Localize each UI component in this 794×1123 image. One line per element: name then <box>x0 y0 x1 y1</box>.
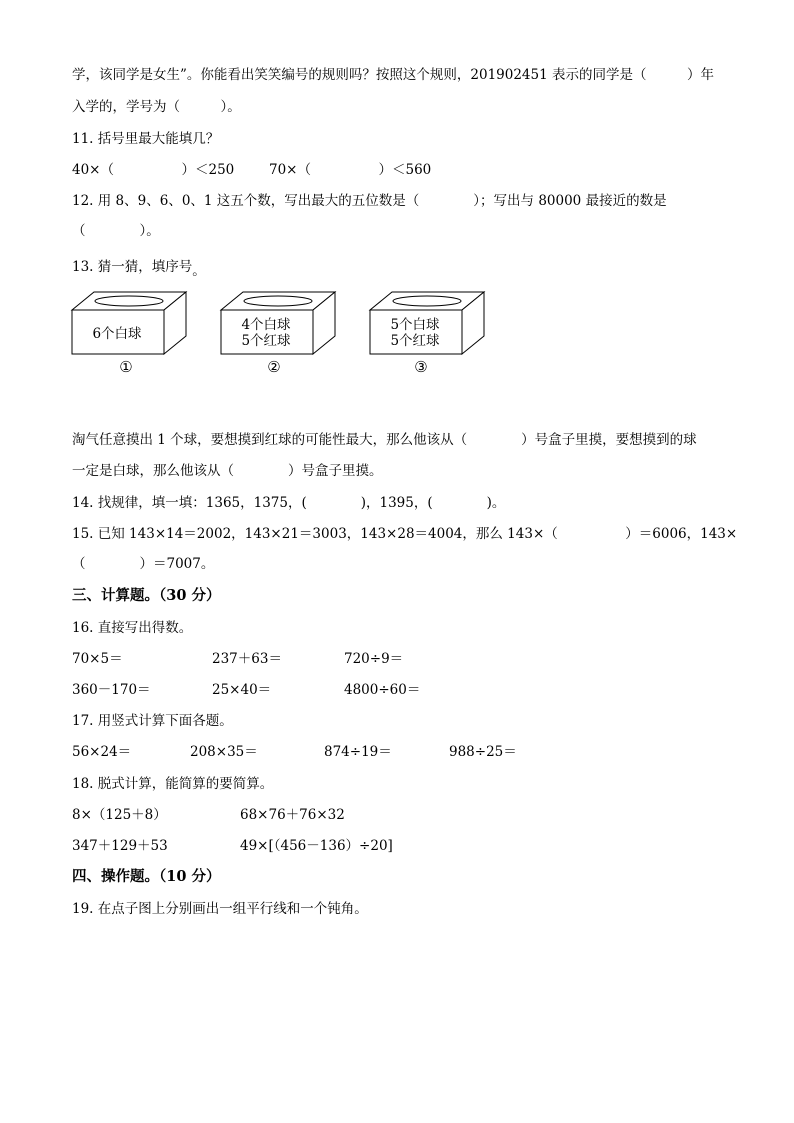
q14-text: 14. 找规律，填一填：1365，1375，( )，1395，( )。 <box>72 495 506 511</box>
q13-title-text: 13. 猜一猜，填序号 <box>72 259 193 275</box>
box-2-number: ② <box>267 358 281 376</box>
box-1-line1: 6个白球 <box>92 326 142 342</box>
q15-line1: 15. 已知 143×14＝2002，143×21＝3003，143×28＝4004，那么 143×（ ）＝6006，143× <box>72 526 738 542</box>
box-3-line2: 5个红球 <box>390 333 440 349</box>
q18-r1-b: 68×76＋76×32 <box>240 807 345 823</box>
q18-r2-a: 347＋129＋53 <box>72 838 168 854</box>
q16-r2-b: 25×40＝ <box>212 682 272 698</box>
q17-b: 208×35＝ <box>190 744 258 760</box>
q16-r2-c: 4800÷60＝ <box>344 682 421 698</box>
q11-b: 70×（ ）＜560 <box>269 162 432 178</box>
q16-r1-c: 720÷9＝ <box>344 651 404 667</box>
section-3-title: 三、计算题。（30 分） <box>72 587 221 604</box>
q18-r2-b: 49×[（456－136）÷20] <box>240 838 393 854</box>
q10-line1: 学，该同学是女生”。你能看出笑笑编号的规则吗？按照这个规则，201902451 表示的同学是（ ）年 <box>72 67 714 83</box>
q19-title: 19. 在点子图上分别画出一组平行线和一个钝角。 <box>72 901 368 917</box>
q13-title <box>72 258 206 279</box>
q16-title: 16. 直接写出得数。 <box>72 620 193 636</box>
q16-r1-b: 237＋63＝ <box>212 651 282 667</box>
box-3-line1: 5个白球 <box>390 317 440 333</box>
section-4-title: 四、操作题。（10 分） <box>72 868 221 885</box>
q13-title-tail: 。 <box>192 263 206 279</box>
box-1 <box>72 292 186 354</box>
q18-r1-a: 8×（125＋8） <box>72 807 167 823</box>
q17-title: 17. 用竖式计算下面各题。 <box>72 713 233 729</box>
q13-line1: 淘气任意摸出 1 个球，要想摸到红球的可能性最大，那么他该从（ ）号盒子里摸，要想摸到的球 <box>72 432 697 448</box>
box-2-label <box>221 317 311 349</box>
box-2-line2: 5个红球 <box>241 333 291 349</box>
q16-r2-a: 360－170＝ <box>72 682 151 698</box>
q17-d: 988÷25＝ <box>449 744 517 760</box>
q16-r1-a: 70×5＝ <box>72 651 123 667</box>
q15-line2: （ ）＝7007。 <box>72 556 215 572</box>
q11-title: 11. 括号里最大能填几？ <box>72 131 220 147</box>
box-1-label <box>72 326 162 342</box>
q17-c: 874÷19＝ <box>324 744 392 760</box>
q18-title: 18. 脱式计算，能简算的要简算。 <box>72 776 274 792</box>
box-3-number: ③ <box>414 358 428 376</box>
q11-a: 40×（ ）＜250 <box>72 162 235 178</box>
q10-line2: 入学的，学号为（ ）。 <box>72 99 241 115</box>
box-2-line1: 4个白球 <box>241 317 291 333</box>
q12-line1: 12. 用 8、9、6、0、1 这五个数，写出最大的五位数是（ ）；写出与 80000 最接近的数是 <box>72 193 667 209</box>
q13-line2: 一定是白球，那么他该从（ ）号盒子里摸。 <box>72 463 383 479</box>
box-3-label <box>370 317 460 349</box>
q12-line2: （ ）。 <box>72 223 160 239</box>
box-1-number: ① <box>119 358 133 376</box>
q17-a: 56×24＝ <box>72 744 132 760</box>
